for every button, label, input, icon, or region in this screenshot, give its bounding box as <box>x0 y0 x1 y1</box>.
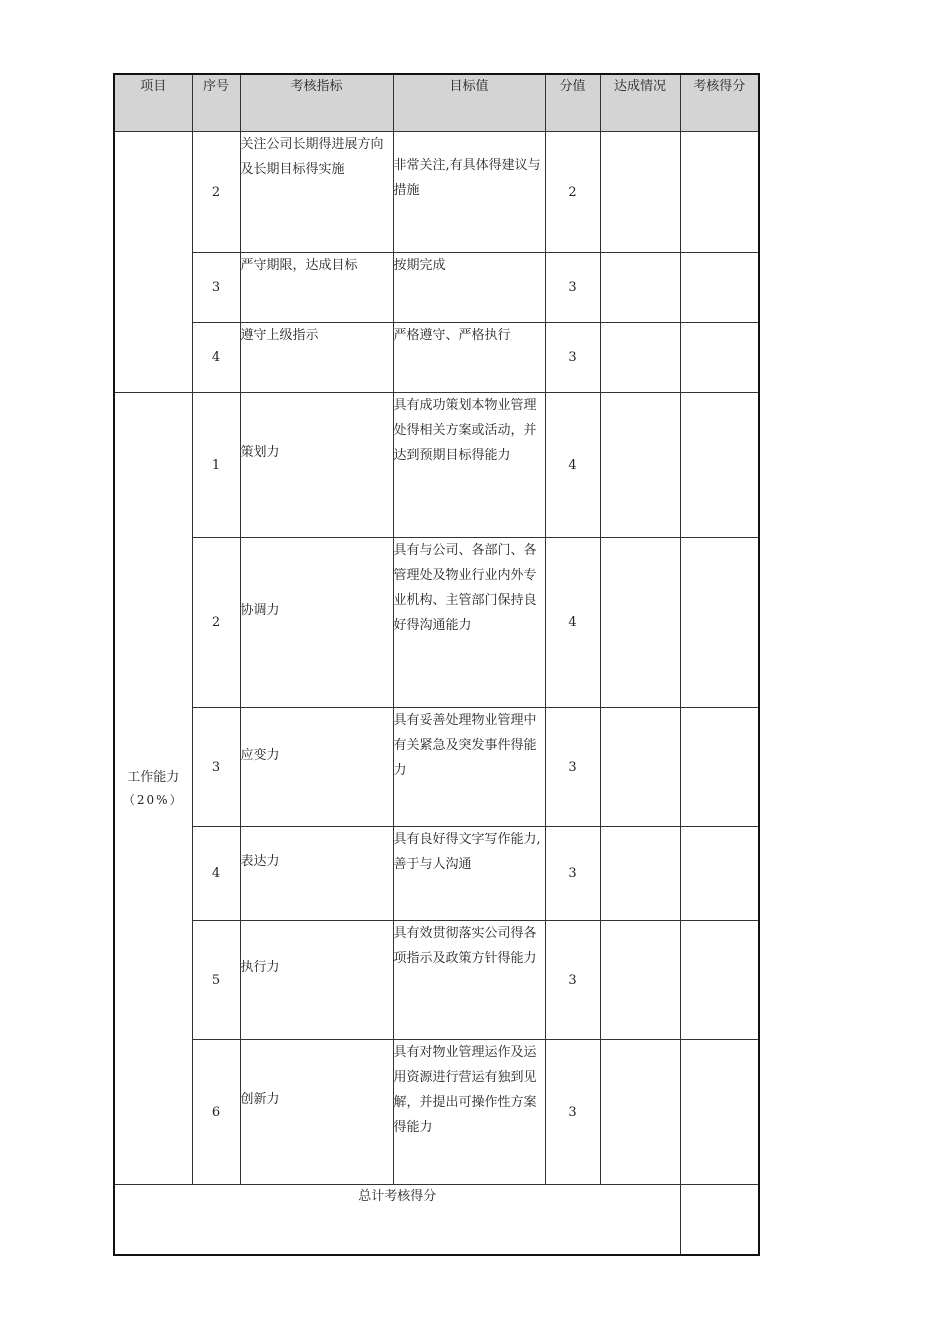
row-target: 按期完成 <box>393 253 545 323</box>
row-indicator: 创新力 <box>240 1040 393 1185</box>
header-category: 项目 <box>114 74 192 132</box>
achievement-cell[interactable] <box>600 1040 680 1185</box>
result-cell[interactable] <box>680 253 759 323</box>
result-cell[interactable] <box>680 1040 759 1185</box>
row-score: 3 <box>545 323 600 393</box>
header-target: 目标值 <box>393 74 545 132</box>
section1-category <box>114 132 192 393</box>
row-number: 4 <box>192 827 240 921</box>
table-row <box>114 132 759 253</box>
row-indicator: 协调力 <box>240 538 393 708</box>
result-cell[interactable] <box>680 708 759 827</box>
row-score: 4 <box>545 393 600 538</box>
row-indicator: 策划力 <box>240 393 393 538</box>
result-cell[interactable] <box>680 323 759 393</box>
achievement-cell[interactable] <box>600 323 680 393</box>
row-indicator: 应变力 <box>240 708 393 827</box>
achievement-cell[interactable] <box>600 921 680 1040</box>
section2-weight: （20%） <box>122 792 184 807</box>
row-target: 具有良好得文字写作能力,善于与人沟通 <box>393 827 545 921</box>
row-number: 3 <box>192 253 240 323</box>
row-score: 3 <box>545 253 600 323</box>
row-number: 5 <box>192 921 240 1040</box>
header-row <box>114 74 759 132</box>
achievement-cell[interactable] <box>600 708 680 827</box>
result-cell[interactable] <box>680 827 759 921</box>
table-row <box>114 253 759 323</box>
row-indicator: 遵守上级指示 <box>240 323 393 393</box>
table-row <box>114 323 759 393</box>
row-score: 3 <box>545 921 600 1040</box>
row-indicator: 关注公司长期得进展方向及长期目标得实施 <box>240 132 393 253</box>
row-number: 6 <box>192 1040 240 1185</box>
row-target: 具有对物业管理运作及运用资源进行营运有独到见解，并提出可操作性方案得能力 <box>393 1040 545 1185</box>
row-target: 非常关注,有具体得建议与措施 <box>393 132 545 253</box>
table-row <box>114 921 759 1040</box>
row-indicator: 表达力 <box>240 827 393 921</box>
row-target: 具有效贯彻落实公司得各项指示及政策方针得能力 <box>393 921 545 1040</box>
result-cell[interactable] <box>680 393 759 538</box>
achievement-cell[interactable] <box>600 132 680 253</box>
row-number: 2 <box>192 538 240 708</box>
row-target: 具有妥善处理物业管理中有关紧急及突发事件得能力 <box>393 708 545 827</box>
row-score: 2 <box>545 132 600 253</box>
row-target: 具有成功策划本物业管理处得相关方案或活动，并达到预期目标得能力 <box>393 393 545 538</box>
total-row <box>114 1185 759 1255</box>
header-number: 序号 <box>192 74 240 132</box>
row-score: 3 <box>545 708 600 827</box>
result-cell[interactable] <box>680 132 759 253</box>
row-number: 4 <box>192 323 240 393</box>
achievement-cell[interactable] <box>600 393 680 538</box>
result-cell[interactable] <box>680 921 759 1040</box>
row-score: 3 <box>545 1040 600 1185</box>
table-row <box>114 538 759 708</box>
table-row <box>114 393 759 538</box>
table-row <box>114 827 759 921</box>
header-achievement: 达成情况 <box>600 74 680 132</box>
header-score: 分值 <box>545 74 600 132</box>
assessment-table <box>113 73 760 1256</box>
row-target: 严格遵守、严格执行 <box>393 323 545 393</box>
section2-category-cell <box>114 393 192 1185</box>
row-target: 具有与公司、各部门、各管理处及物业行业内外专业机构、主管部门保持良好得沟通能力 <box>393 538 545 708</box>
table-row <box>114 1040 759 1185</box>
total-label: 总计考核得分 <box>114 1185 680 1255</box>
achievement-cell[interactable] <box>600 827 680 921</box>
result-cell[interactable] <box>680 538 759 708</box>
achievement-cell[interactable] <box>600 538 680 708</box>
row-number: 3 <box>192 708 240 827</box>
row-indicator: 执行力 <box>240 921 393 1040</box>
row-number: 2 <box>192 132 240 253</box>
header-indicator: 考核指标 <box>240 74 393 132</box>
achievement-cell[interactable] <box>600 253 680 323</box>
section2-category: 工作能力 <box>127 769 180 785</box>
row-indicator: 严守期限，达成目标 <box>240 253 393 323</box>
header-result: 考核得分 <box>680 74 759 132</box>
row-score: 3 <box>545 827 600 921</box>
row-number: 1 <box>192 393 240 538</box>
total-score-cell[interactable] <box>680 1185 759 1255</box>
table-row <box>114 708 759 827</box>
row-score: 4 <box>545 538 600 708</box>
